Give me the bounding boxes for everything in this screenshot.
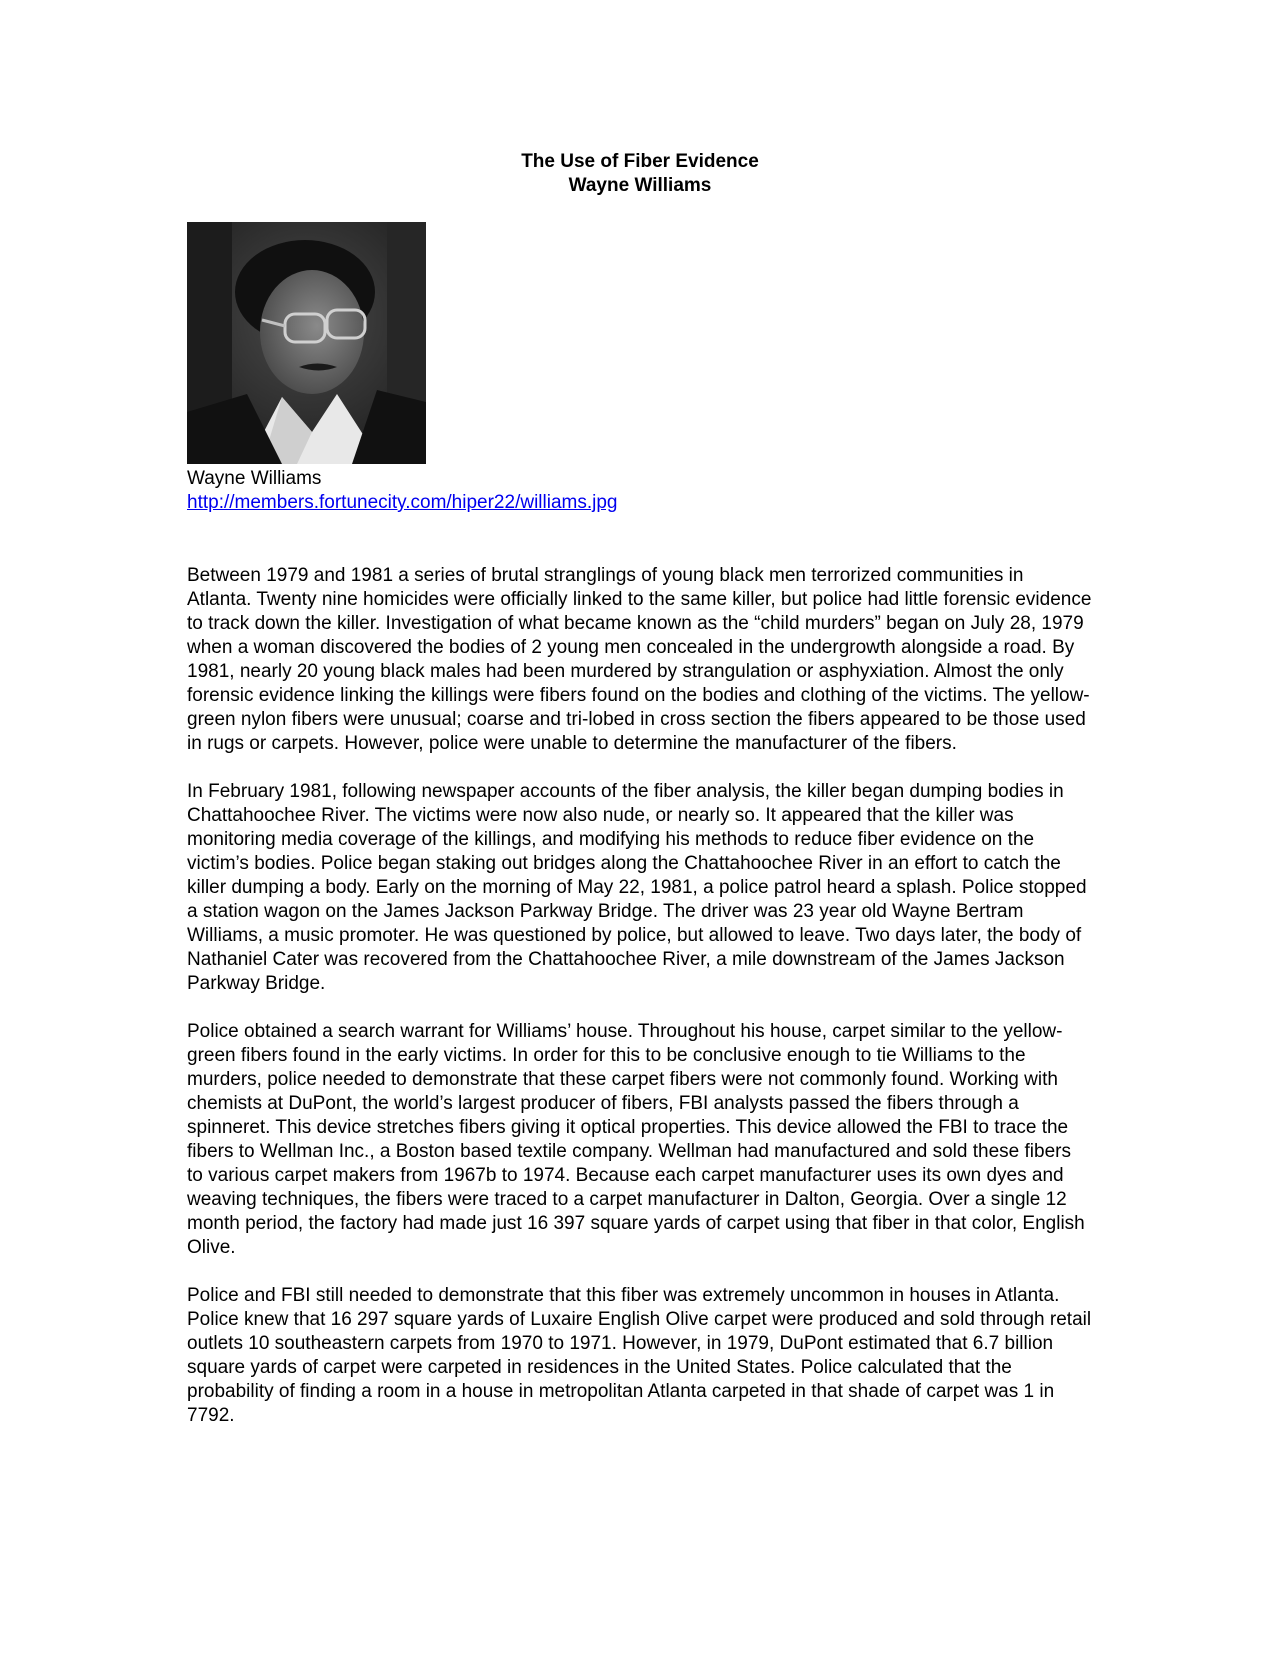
photo-source-link[interactable]: http://members.fortunecity.com/hiper22/williams.jpg <box>187 492 618 513</box>
title-block <box>0 150 1280 198</box>
photo-caption-block <box>187 467 617 515</box>
article-body <box>187 564 1092 1452</box>
document-subtitle: Wayne Williams <box>568 175 712 196</box>
portrait-photo <box>187 222 426 464</box>
paragraph: Between 1979 and 1981 a series of brutal stranglings of young black men terrorized communities in Atlanta. Twenty nine homicides were officially linked to the same killer, but police had little forensic evidence to track down the killer. Investigation of what became known as the “child murders” began on July 28, 1979 when a woman discovered the bodies of 2 young men concealed in the undergrowth alongside a road. By 1981, nearly 20 young black males had been murdered by strangulation or asphyxiation. Almost the only forensic evidence linking the killings were fibers found on the bodies and clothing of the victims. The yellow-green nylon fibers were unusual; coarse and tri-lobed in cross section the fibers appeared to be those used in rugs or carpets. However, police were unable to determine the manufacturer of the fibers. <box>187 565 1092 754</box>
paragraph: Police and FBI still needed to demonstrate that this fiber was extremely uncommon in houses in Atlanta. Police knew that 16 297 square yards of Luxaire English Olive carpet were produced and sold through retail outlets 10 southeastern carpets from 1970 to 1971. However, in 1979, DuPont estimated that 6.7 billion square yards of carpet were carpeted in residences in the United States. Police calculated that the probability of finding a room in a house in metropolitan Atlanta carpeted in that shade of carpet was 1 in 7792. <box>187 1285 1092 1426</box>
photo-caption: Wayne Williams <box>187 468 322 489</box>
paragraph: In February 1981, following newspaper accounts of the fiber analysis, the killer began dumping bodies in Chattahoochee River. The victims were now also nude, or nearly so. It appeared that the killer was monitoring media coverage of the killings, and modifying his methods to reduce fiber evidence on the victim’s bodies. Police began staking out bridges along the Chattahoochee River in an effort to catch the killer dumping a body. Early on the morning of May 22, 1981, a police patrol heard a splash. Police stopped a station wagon on the James Jackson Parkway Bridge. The driver was 23 year old Wayne Bertram Williams, a music promoter. He was questioned by police, but allowed to leave. Two days later, the body of Nathaniel Cater was recovered from the Chattahoochee River, a mile downstream of the James Jackson Parkway Bridge. <box>187 781 1087 994</box>
paragraph: Police obtained a search warrant for Williams’ house. Throughout his house, carpet similar to the yellow-green fibers found in the early victims. In order for this to be conclusive enough to tie Williams to the murders, police needed to demonstrate that these carpet fibers were not commonly found. Working with chemists at DuPont, the world’s largest producer of fibers, FBI analysts passed the fibers through a spinneret. This device stretches fibers giving it optical properties. This device allowed the FBI to trace the fibers to Wellman Inc., a Boston based textile company. Wellman had manufactured and sold these fibers to various carpet makers from 1967b to 1974. Because each carpet manufacturer uses its own dyes and weaving techniques, the fibers were traced to a carpet manufacturer in Dalton, Georgia. Over a single 12 month period, the factory had made just 16 397 square yards of carpet using that fiber in that color, English Olive. <box>187 1021 1085 1258</box>
document-title: The Use of Fiber Evidence <box>521 151 759 172</box>
